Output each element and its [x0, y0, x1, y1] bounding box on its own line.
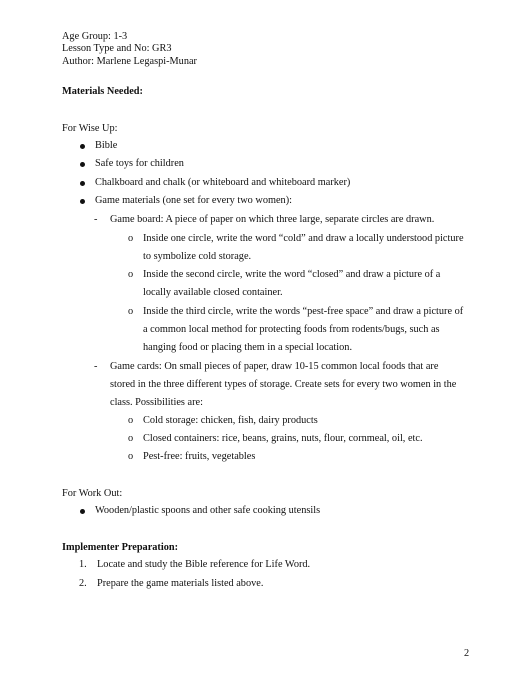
sub-item-line: locally available closed container. — [143, 287, 283, 298]
sub-item-line: Pest-free: fruits, vegetables — [143, 451, 256, 462]
bullet-icon — [80, 509, 85, 514]
circle-marker-icon: o — [128, 433, 134, 444]
author: Author: Marlene Legaspi-Munar — [62, 56, 197, 67]
circle-marker-icon: o — [128, 451, 134, 462]
dash-marker: - — [94, 214, 98, 225]
circle-marker-icon: o — [128, 306, 134, 317]
sub-item-line: Closed containers: rice, beans, grains, nuts, flour, cornmeal, oil, etc. — [143, 433, 423, 444]
bullet-icon — [80, 181, 85, 186]
sub-item-line: Inside one circle, write the word “cold” and draw a locally understood picture — [143, 233, 464, 244]
bullet-icon — [80, 162, 85, 167]
step-text: Prepare the game materials listed above. — [97, 578, 264, 589]
step-number: 1. — [79, 559, 87, 570]
dash-marker: - — [94, 361, 98, 372]
page-number: 2 — [464, 648, 470, 659]
sub-item-line: Cold storage: chicken, fish, dairy products — [143, 415, 318, 426]
game-cards-line: class. Possibilities are: — [110, 397, 203, 408]
list-item: Bible — [95, 140, 118, 151]
circle-marker-icon: o — [128, 269, 134, 280]
list-item: Game materials (one set for every two women): — [95, 195, 292, 206]
bullet-icon — [80, 199, 85, 204]
sub-item-line: Inside the second circle, write the word “closed” and draw a picture of a — [143, 269, 441, 280]
game-cards-line: stored in the three different types of storage. Create sets for every two women in the — [110, 379, 457, 390]
sub-item-line: a common local method for protecting foods from rodents/bugs, such as — [143, 324, 440, 335]
age-group: Age Group: 1-3 — [62, 31, 128, 42]
lesson-type: Lesson Type and No: GR3 — [62, 43, 172, 54]
work-out-label: For Work Out: — [62, 488, 123, 499]
step-text: Locate and study the Bible reference for Life Word. — [97, 559, 311, 570]
bullet-icon — [80, 144, 85, 149]
circle-marker-icon: o — [128, 415, 134, 426]
game-board-text: Game board: A piece of paper on which three large, separate circles are drawn. — [110, 214, 435, 225]
wise-up-label: For Wise Up: — [62, 123, 118, 134]
sub-item-line: hanging food or placing them in a special location. — [143, 342, 353, 353]
game-cards-line: Game cards: On small pieces of paper, draw 10-15 common local foods that are — [110, 361, 439, 372]
sub-item-line: Inside the third circle, write the words “pest-free space” and draw a picture of — [143, 306, 464, 317]
circle-marker-icon: o — [128, 233, 134, 244]
list-item: Safe toys for children — [95, 158, 184, 169]
list-item: Chalkboard and chalk (or whiteboard and whiteboard marker) — [95, 177, 351, 188]
sub-item-line: to symbolize cold storage. — [143, 251, 252, 262]
materials-heading: Materials Needed: — [62, 86, 143, 97]
step-number: 2. — [79, 578, 87, 589]
list-item: Wooden/plastic spoons and other safe cooking utensils — [95, 505, 321, 516]
preparation-heading: Implementer Preparation: — [62, 542, 179, 553]
